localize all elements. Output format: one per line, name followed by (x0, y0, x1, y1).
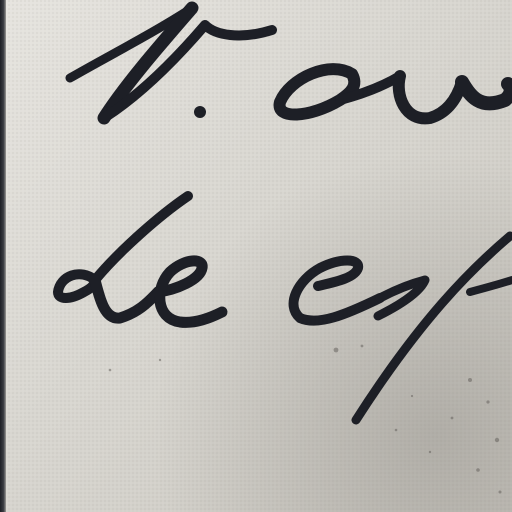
handwritten-letter-r (70, 8, 272, 118)
handwritten-dot (194, 106, 206, 118)
handwritten-word-aue (280, 69, 511, 118)
handwritten-word-de (58, 196, 222, 322)
handwritten-word-ef (294, 236, 512, 420)
